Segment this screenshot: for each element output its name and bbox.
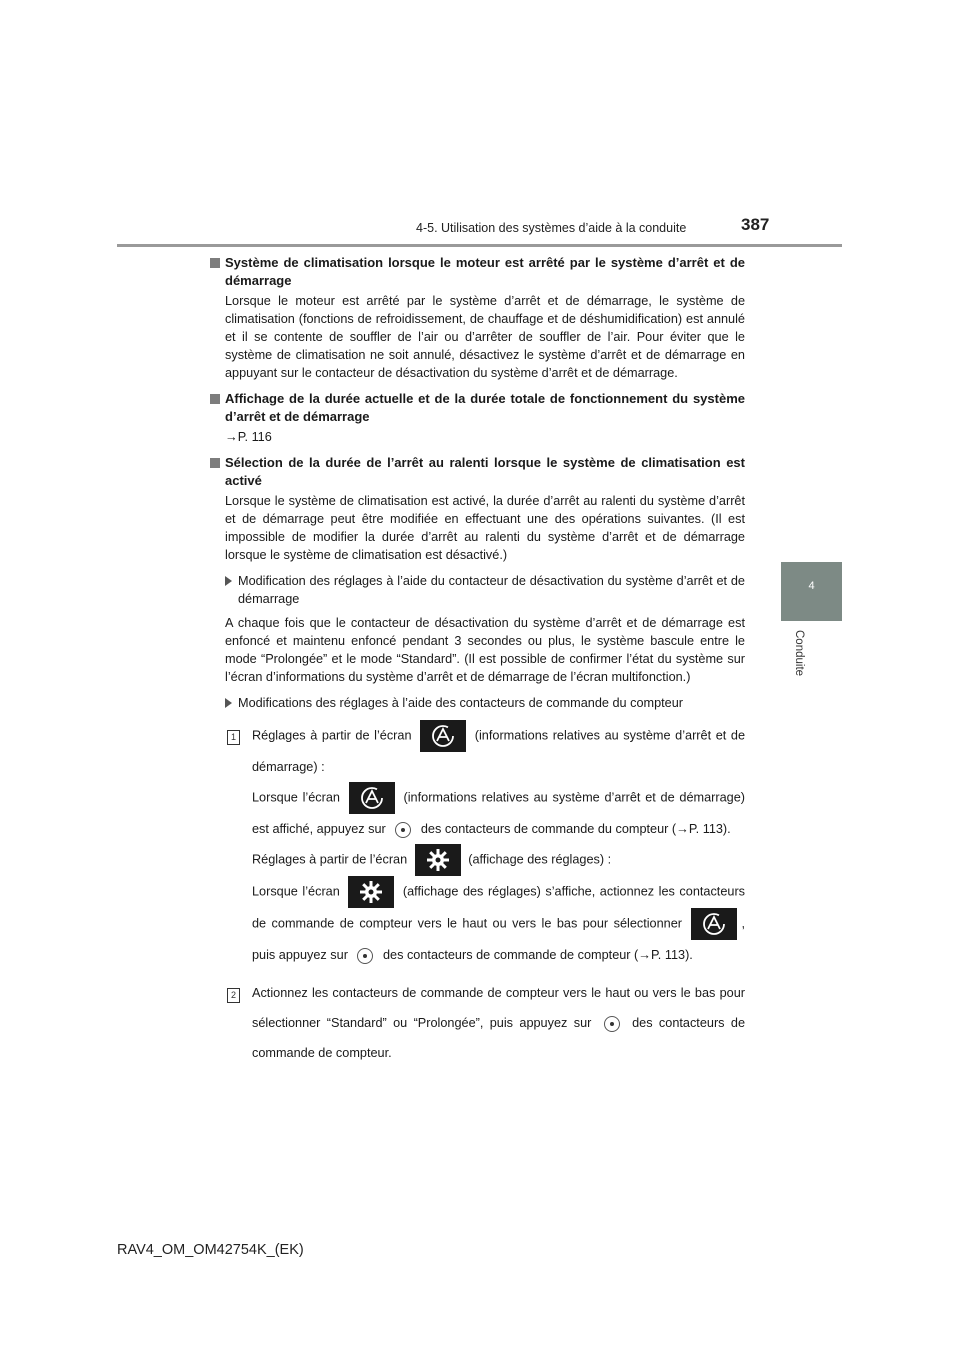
section-header: 4-5. Utilisation des systèmes d’aide à la conduite [416,221,687,235]
step-text: Actionnez les contacteurs de commande de compteur vers le haut ou vers le bas pour sélectionner “Standard” ou “Prolongée”, puis appuyez sur des contacteurs de commande de compteur. [252,986,745,1060]
section-body: A chaque fois que le contacteur de désactivation du système d’arrêt et de démarrage est enfoncé et maintenu enfoncé pendant 3 secondes ou plus, le système bascule entre le mode “Prolongée” et le mode “Standard”. (Il est possible de confirmer l’état du système sur l’écran d’informations du système d’arrêt et de démarrage de l’écran multifonction.) [225,616,745,684]
page-number: 387 [741,215,770,234]
chapter-label: Conduite [793,630,805,677]
square-bullet-icon [210,394,220,404]
section-title: Sélection de la durée de l’arrêt au ralenti lorsque le système de climatisation est activé [210,454,745,490]
step-2 [210,978,745,1068]
arrow-bullet-icon [225,576,232,586]
stop-start-info-icon [349,782,395,814]
square-bullet-icon [210,458,220,468]
list-item: Modifications des réglages à l’aide des contacteurs de commande du compteur [210,694,745,712]
stop-start-info-icon [420,720,466,752]
enter-button-icon [357,948,373,964]
square-bullet-icon [210,258,220,268]
step-text: Réglages à partir de l’écran (affichage des réglages) : [252,844,745,876]
chapter-tab [781,562,842,621]
step-number-badge: 2 [227,988,240,1003]
arrow-bullet-icon [225,698,232,708]
stop-start-info-icon [691,908,737,940]
gear-icon [348,876,394,908]
list-item: Modification des réglages à l’aide du contacteur de désactivation du système d’arrêt et de démarrage [210,572,745,608]
step-text: Lorsque l’écran (affichage des réglages) s’affiche, actionnez les contacteurs de commande de compteur vers le haut ou vers le bas pour sélectionner , puis appuyez sur des contacteurs de commande de compteur (→P. 113). [252,876,745,970]
step-text: Réglages à partir de l’écran (informations relatives au système d’arrêt et de démarrage) : [252,720,745,782]
chapter-number: 4 [808,580,815,592]
step-1 [210,720,745,970]
section-body: Lorsque le système de climatisation est activé, la durée d’arrêt au ralenti du système d’arrêt et de démarrage peut être modifiée en effectuant une des opérations suivantes. (Il est impossible de modifier la durée d’arrêt au ralenti du système d’arrêt et de démarrage lorsque le système de climatisation est désactivé.) [225,494,745,562]
header-rule [117,244,842,247]
step-text: Lorsque l’écran (informations relatives au système d’arrêt et de démarrage) est affiché, appuyez sur des contacteurs de commande du compteur (→P. 113). [252,782,745,844]
enter-button-icon [395,822,411,838]
main-content [210,254,745,1068]
section-title: Affichage de la durée actuelle et de la durée totale de fonctionnement du système d’arrêt et de démarrage [210,390,745,426]
step-number-badge: 1 [227,730,240,745]
document-code: RAV4_OM_OM42754K_(EK) [117,1242,304,1258]
enter-button-icon [604,1016,620,1032]
section-body: Lorsque le moteur est arrêté par le système d’arrêt et de démarrage, le système de climatisation (fonctions de refroidissement, de chauffage et de déshumidification) est annulé et il se contente de souffler de l’air ou d’arrêter de souffler de l’air. Pour éviter que le système de climatisation ne soit annulé, désactivez le système d’arrêt et de démarrage en appuyant sur le contacteur de désactivation du système d’arrêt et de démarrage. [225,294,745,380]
section-title: Système de climatisation lorsque le moteur est arrêté par le système d’arrêt et de démarrage [210,254,745,290]
gear-icon [415,844,461,876]
page-reference: →P. 116 [225,430,272,444]
